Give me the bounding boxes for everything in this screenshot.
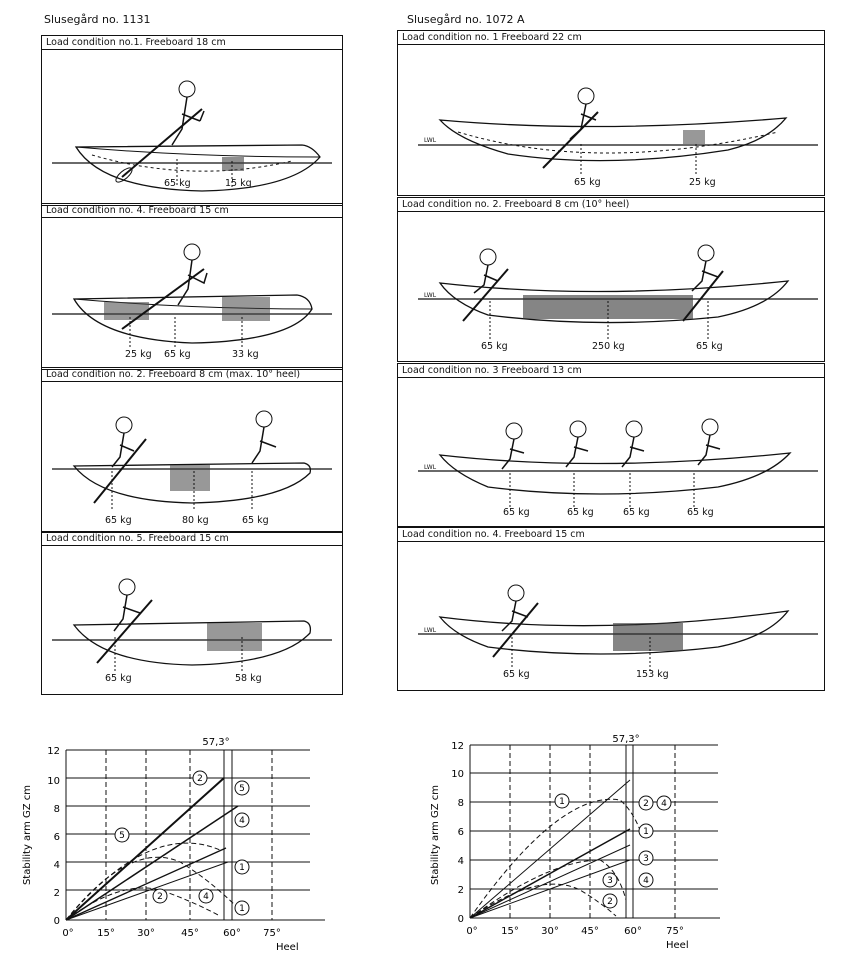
left-panel-2 — [41, 203, 343, 370]
right-panel-2-load-c: 65 kg — [696, 341, 723, 352]
right-xtick-15: 15° — [501, 926, 519, 937]
left-panel-1 — [41, 35, 343, 206]
right-xtick-45: 45° — [581, 926, 599, 937]
right-ytick-8: 8 — [457, 798, 464, 809]
left-panel-3-label: Load condition no. 2. Freeboard 8 cm (max. 10° heel) — [42, 368, 342, 382]
right-xlabel: Heel — [666, 940, 689, 951]
right-panel-4-drawing — [398, 541, 824, 691]
right-ytick-12: 12 — [451, 741, 464, 752]
right-circle-1: 1 — [559, 797, 565, 807]
right-marker-label: 57,3° — [612, 734, 640, 745]
left-circle-3: 4 — [239, 816, 245, 826]
left-panel-2-load-a: 25 kg — [125, 349, 152, 360]
right-xtick-0: 0° — [466, 926, 478, 937]
right-boat-title: Slusegård no. 1072 A — [407, 13, 525, 26]
left-xtick-75: 75° — [263, 928, 281, 939]
left-ytick-8: 8 — [53, 804, 60, 815]
left-panel-3 — [41, 367, 343, 533]
left-stability-chart — [10, 730, 340, 965]
right-panel-3-label: Load condition no. 3 Freeboard 13 cm — [398, 364, 824, 378]
left-circle-8: 1 — [239, 904, 245, 914]
left-panel-2-load-c: 33 kg — [232, 349, 259, 360]
right-xtick-75: 75° — [666, 926, 684, 937]
left-panel-2-label: Load condition no. 4. Freeboard 15 cm — [42, 204, 342, 218]
right-panel-4-load-b: 153 kg — [636, 669, 669, 680]
left-ytick-2: 2 — [53, 888, 60, 899]
left-panel-2-load-b: 65 kg — [164, 349, 191, 360]
right-panel-2 — [397, 197, 825, 362]
left-panel-4-load-a: 65 kg — [105, 673, 132, 684]
left-panel-1-load-b: 15 kg — [225, 178, 252, 189]
left-xtick-60: 60° — [223, 928, 241, 939]
left-circle-7: 4 — [203, 892, 209, 902]
right-panel-1-load-b: 25 kg — [689, 177, 716, 188]
right-circle-3: 4 — [661, 799, 667, 809]
left-xtick-45: 45° — [181, 928, 199, 939]
right-ytick-6: 6 — [457, 827, 464, 838]
right-panel-1-label: Load condition no. 1 Freeboard 22 cm — [398, 31, 824, 45]
right-panel-4-load-a: 65 kg — [503, 669, 530, 680]
left-panel-4-drawing — [42, 545, 342, 694]
left-panel-2-drawing — [42, 217, 342, 369]
left-panel-3-load-c: 65 kg — [242, 515, 269, 526]
right-circle-6: 3 — [607, 876, 613, 886]
right-panel-1 — [397, 30, 825, 196]
right-xtick-30: 30° — [541, 926, 559, 937]
left-boat-title: Slusegård no. 1131 — [44, 13, 151, 26]
left-panel-3-load-a: 65 kg — [105, 515, 132, 526]
left-circle-1: 2 — [197, 774, 203, 784]
right-panel-3-lwl: LWL — [424, 464, 437, 471]
right-ytick-2: 2 — [457, 885, 464, 896]
left-panel-4-label: Load condition no. 5. Freeboard 15 cm — [42, 532, 342, 546]
left-marker-label: 57,3° — [202, 737, 230, 748]
right-panel-1-drawing — [398, 44, 824, 196]
left-xtick-0: 0° — [62, 928, 74, 939]
left-panel-3-drawing — [42, 381, 342, 532]
right-panel-1-lwl: LWL — [424, 137, 437, 144]
right-panel-4-lwl: LWL — [424, 627, 437, 634]
right-circle-2: 2 — [643, 799, 649, 809]
left-ytick-10: 10 — [47, 776, 60, 787]
right-panel-3-load-d: 65 kg — [687, 507, 714, 518]
right-circle-4: 1 — [643, 827, 649, 837]
right-panel-4-label: Load condition no. 4. Freeboard 15 cm — [398, 528, 824, 542]
right-panel-3-load-b: 65 kg — [567, 507, 594, 518]
right-ytick-4: 4 — [457, 856, 464, 867]
left-panel-1-load-a: 65 kg — [164, 178, 191, 189]
right-circle-5: 3 — [643, 854, 649, 864]
right-ylabel: Stability arm GZ cm — [430, 784, 441, 886]
left-ytick-12: 12 — [47, 746, 60, 757]
left-ylabel: Stability arm GZ cm — [22, 784, 33, 886]
right-panel-2-lwl: LWL — [424, 292, 437, 299]
right-panel-2-load-b: 250 kg — [592, 341, 625, 352]
right-panel-2-drawing — [398, 211, 824, 361]
right-panel-1-load-a: 65 kg — [574, 177, 601, 188]
left-panel-4-load-b: 58 kg — [235, 673, 262, 684]
left-xtick-15: 15° — [97, 928, 115, 939]
left-panel-4 — [41, 531, 343, 695]
left-xtick-30: 30° — [137, 928, 155, 939]
left-panel-1-drawing — [42, 49, 342, 205]
left-ytick-4: 4 — [53, 860, 60, 871]
left-panel-1-label: Load condition no.1. Freeboard 18 cm — [42, 36, 342, 50]
right-panel-3-load-c: 65 kg — [623, 507, 650, 518]
left-ytick-6: 6 — [53, 832, 60, 843]
left-circle-5: 5 — [119, 831, 125, 841]
right-xtick-60: 60° — [624, 926, 642, 937]
left-panel-3-load-b: 80 kg — [182, 515, 209, 526]
right-panel-3 — [397, 363, 825, 527]
right-ytick-10: 10 — [451, 769, 464, 780]
left-circle-6: 2 — [157, 892, 163, 902]
right-stability-chart — [420, 730, 730, 960]
right-circle-7: 4 — [643, 876, 649, 886]
left-ytick-0: 0 — [53, 916, 60, 927]
right-ytick-0: 0 — [457, 914, 464, 925]
right-panel-4 — [397, 527, 825, 691]
left-xlabel: Heel — [276, 942, 299, 953]
left-circle-2: 5 — [239, 784, 245, 794]
right-circle-8: 2 — [607, 897, 613, 907]
right-panel-3-drawing — [398, 377, 824, 527]
right-panel-2-load-a: 65 kg — [481, 341, 508, 352]
left-circle-4: 1 — [239, 863, 245, 873]
right-panel-3-load-a: 65 kg — [503, 507, 530, 518]
right-panel-2-label: Load condition no. 2. Freeboard 8 cm (10° heel) — [398, 198, 824, 212]
